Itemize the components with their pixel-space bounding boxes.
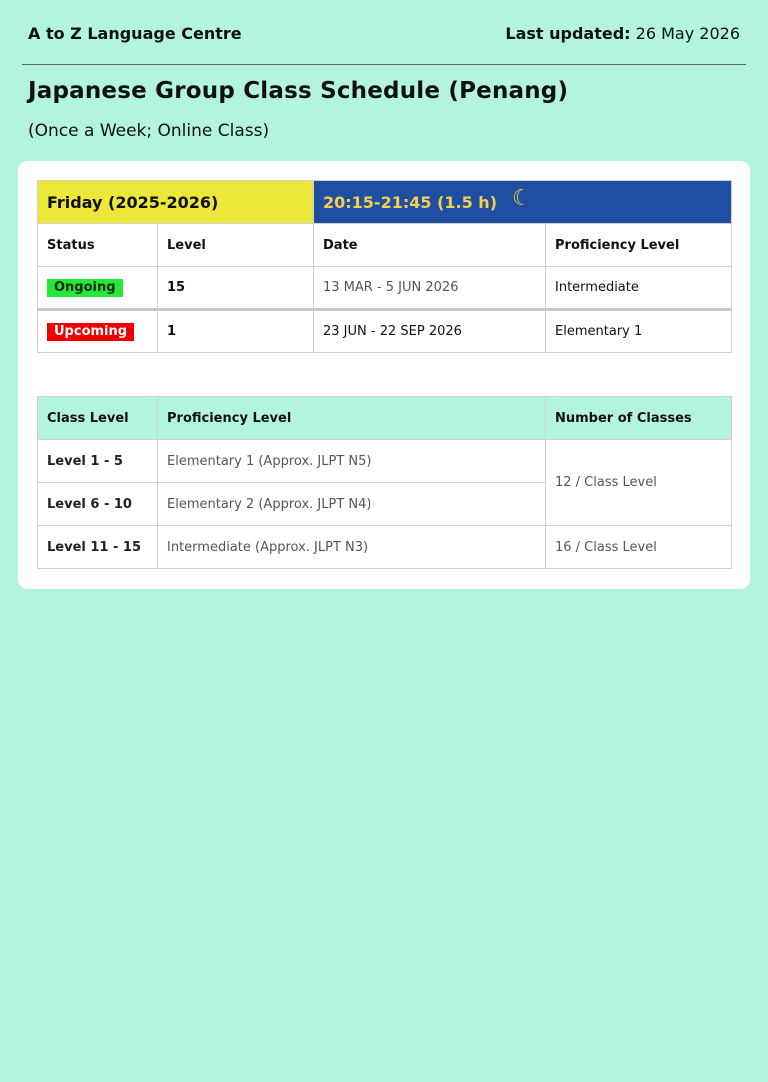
table-row — [38, 440, 732, 483]
level-cell: 15 — [158, 267, 314, 310]
class-level-cell: Level 11 - 15 — [38, 526, 158, 569]
page-title: Japanese Group Class Schedule (Penang) — [28, 78, 569, 104]
column-header: Class Level — [38, 397, 158, 440]
level-column-headers — [38, 397, 732, 440]
class-level-cell: Level 1 - 5 — [38, 440, 158, 483]
column-header: Date — [314, 224, 546, 267]
date-cell: 13 MAR - 5 JUN 2026 — [314, 267, 546, 310]
schedule-header-row — [38, 181, 732, 224]
header-divider — [22, 64, 746, 65]
status-cell — [38, 310, 158, 353]
time-header — [314, 181, 732, 224]
day-header: Friday (2025-2026) — [38, 181, 314, 224]
last-updated-date: 26 May 2026 — [635, 24, 740, 43]
top-bar — [22, 24, 746, 43]
proficiency-cell: Intermediate (Approx. JLPT N3) — [158, 526, 546, 569]
status-badge-ongoing: Ongoing — [47, 279, 123, 297]
last-updated-label: Last updated: — [505, 24, 631, 43]
schedule-card — [18, 161, 750, 589]
column-header: Number of Classes — [546, 397, 732, 440]
last-updated — [505, 24, 746, 43]
column-header: Level — [158, 224, 314, 267]
status-badge-upcoming: Upcoming — [47, 323, 134, 341]
date-cell: 23 JUN - 22 SEP 2026 — [314, 310, 546, 353]
status-cell — [38, 267, 158, 310]
classes-cell: 16 / Class Level — [546, 526, 732, 569]
time-label: 20:15-21:45 (1.5 h) — [323, 192, 497, 212]
column-header: Status — [38, 224, 158, 267]
proficiency-cell: Intermediate — [546, 267, 732, 310]
proficiency-cell: Elementary 1 — [546, 310, 732, 353]
column-header: Proficiency Level — [546, 224, 732, 267]
level-table — [37, 396, 732, 569]
proficiency-cell: Elementary 1 (Approx. JLPT N5) — [158, 440, 546, 483]
classes-cell: 12 / Class Level — [546, 440, 732, 526]
schedule-column-headers — [38, 224, 732, 267]
organization-name: A to Z Language Centre — [28, 24, 242, 43]
page-subtitle: (Once a Week; Online Class) — [28, 121, 270, 141]
column-header: Proficiency Level — [158, 397, 546, 440]
table-row — [38, 310, 732, 353]
table-row — [38, 526, 732, 569]
level-cell: 1 — [158, 310, 314, 353]
class-level-cell: Level 6 - 10 — [38, 483, 158, 526]
schedule-table — [37, 180, 732, 353]
proficiency-cell: Elementary 2 (Approx. JLPT N4) — [158, 483, 546, 526]
table-row — [38, 267, 732, 310]
moon-icon: ☾ — [512, 186, 532, 211]
